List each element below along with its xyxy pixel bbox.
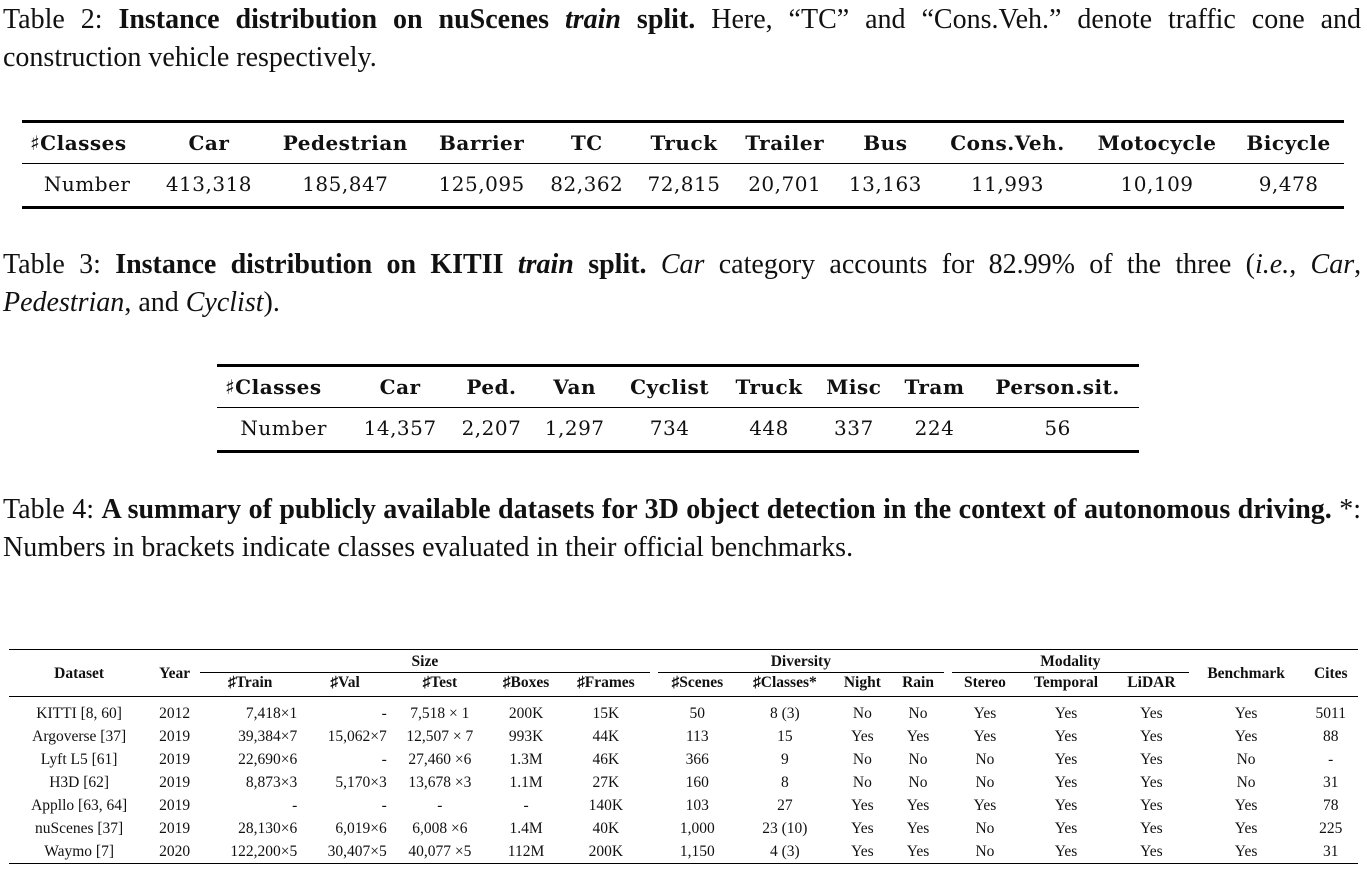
table2-header-row bbox=[22, 122, 1344, 164]
table-cell: 22,690×6 bbox=[238, 750, 298, 768]
table3-cell: 14,357 bbox=[363, 416, 437, 440]
table2-cell: 82,362 bbox=[550, 172, 624, 196]
table4-col-year: Year bbox=[159, 665, 191, 682]
table-cell: 122,200×5 bbox=[230, 842, 298, 860]
table4-sub-header: ♯Test bbox=[422, 674, 458, 691]
table-cell: 4 (3) bbox=[770, 842, 800, 860]
table2 bbox=[22, 120, 1344, 209]
table-cell: Yes bbox=[1234, 796, 1258, 814]
table2-cell: 125,095 bbox=[438, 172, 525, 196]
table-cell: 6,019×6 bbox=[335, 819, 387, 837]
table-cell: 44K bbox=[592, 727, 620, 745]
table2-header-cell: Bus bbox=[863, 131, 908, 155]
table-cell: 7,518 × 1 bbox=[410, 704, 470, 722]
table-cell: 140K bbox=[588, 796, 624, 814]
table4-sub-header: ♯Boxes bbox=[502, 674, 550, 691]
table3-cell: 56 bbox=[1044, 416, 1071, 440]
table-cell: Yes bbox=[973, 727, 997, 745]
table3-cell: Number bbox=[240, 416, 327, 440]
table3-cell: 734 bbox=[649, 416, 690, 440]
table3-caption-title: Instance distribution on KITII train split. bbox=[115, 249, 647, 280]
table4-gap bbox=[944, 650, 952, 697]
table-row bbox=[9, 748, 1358, 771]
table-cell: No bbox=[975, 773, 995, 791]
table-cell: - bbox=[381, 750, 387, 768]
table-cell: No bbox=[852, 773, 872, 791]
table4-gap bbox=[650, 794, 658, 817]
table4-col-dataset: Dataset bbox=[54, 665, 105, 682]
table-cell: Yes bbox=[973, 704, 997, 722]
table2-caption bbox=[3, 1, 1361, 77]
table2-header-cell: Cons.Veh. bbox=[950, 131, 1065, 155]
table3-caption-punct: , bbox=[1354, 249, 1362, 280]
table-cell: 9 bbox=[780, 750, 789, 768]
table-cell: No bbox=[908, 704, 928, 722]
table-cell: Yes bbox=[1234, 842, 1258, 860]
table4-caption bbox=[3, 491, 1361, 567]
table-cell: 8 (3) bbox=[770, 704, 800, 722]
table4-sub-header: Night bbox=[843, 674, 881, 691]
table4-gap bbox=[650, 840, 658, 864]
table3-header-cell: Van bbox=[553, 375, 596, 399]
table-cell: No bbox=[975, 750, 995, 768]
table4-sub-header: ♯Train bbox=[227, 674, 273, 691]
table4-sub-header: ♯Scenes bbox=[671, 674, 724, 691]
table4-gap bbox=[650, 697, 658, 726]
table4-sub-header: Rain bbox=[902, 674, 934, 691]
table-cell: 2019 bbox=[159, 773, 191, 791]
table-cell: 39,384×7 bbox=[238, 727, 298, 745]
table4-gap bbox=[944, 817, 952, 840]
table-cell: No bbox=[975, 819, 995, 837]
table-row bbox=[9, 697, 1358, 726]
table-cell: No bbox=[852, 704, 872, 722]
table4-sub-header: LiDAR bbox=[1127, 674, 1176, 691]
table-cell: Yes bbox=[906, 796, 930, 814]
table-cell: 2019 bbox=[159, 727, 191, 745]
table-cell: 2020 bbox=[159, 842, 191, 860]
table4-sub-header: Temporal bbox=[1034, 674, 1099, 691]
table3-caption-ped: Pedestrian bbox=[3, 287, 125, 318]
table-cell: 12,507 × 7 bbox=[406, 727, 474, 745]
table3-cell: 224 bbox=[914, 416, 955, 440]
table2-header-cell: Trailer bbox=[745, 131, 825, 155]
table4-gap bbox=[944, 748, 952, 771]
table-cell: Yes bbox=[1234, 819, 1258, 837]
table-cell: 28,130×6 bbox=[238, 819, 298, 837]
table2-header-cell: Truck bbox=[650, 131, 718, 155]
table3 bbox=[217, 364, 1139, 453]
table-cell: 2019 bbox=[159, 750, 191, 768]
table2-cell: 72,815 bbox=[647, 172, 721, 196]
table4-gap bbox=[944, 840, 952, 864]
table3-header-row bbox=[217, 366, 1139, 408]
table-cell: 13,678 ×3 bbox=[408, 773, 472, 791]
table-cell: Yes bbox=[1140, 773, 1163, 791]
table4-gap bbox=[650, 748, 658, 771]
table-cell: 30,407×5 bbox=[327, 842, 387, 860]
table-cell: 2012 bbox=[159, 704, 191, 722]
table-cell: 1.1M bbox=[509, 773, 543, 791]
table4-gap bbox=[650, 771, 658, 794]
dataset-name-cell: KITTI [8, 60] bbox=[36, 704, 122, 722]
table3-header-cell: Tram bbox=[904, 375, 965, 399]
table-cell: No bbox=[975, 842, 995, 860]
table-row bbox=[9, 840, 1358, 864]
table-cell: 113 bbox=[685, 727, 709, 745]
table3-caption-text: category accounts for 82.99% of the three ( bbox=[718, 249, 1255, 280]
table3-header-cell: Ped. bbox=[466, 375, 517, 399]
dataset-name-cell: Lyft L5 [61] bbox=[40, 750, 118, 768]
table-cell: 200K bbox=[508, 704, 544, 722]
table2-cell: 185,847 bbox=[302, 172, 389, 196]
table-cell: 23 (10) bbox=[762, 819, 808, 837]
table-cell: Yes bbox=[973, 796, 997, 814]
table-cell: No bbox=[852, 750, 872, 768]
table4-group-modality: Modality bbox=[952, 650, 1189, 673]
table2-header-cell: Car bbox=[188, 131, 230, 155]
table4-gap bbox=[944, 697, 952, 726]
table-cell: - bbox=[1328, 750, 1334, 768]
table4-caption-text: *: Numbers in brackets indicate classes evaluated in their official benchmarks. bbox=[3, 494, 1362, 563]
table-cell: Yes bbox=[1054, 773, 1078, 791]
table4-caption-title: A summary of publicly available datasets for 3D object detection in the context of autonomous driving. bbox=[101, 494, 1332, 525]
table3-row bbox=[217, 408, 1139, 452]
table-cell: 5011 bbox=[1315, 704, 1346, 722]
table3-header-cell: Cyclist bbox=[630, 375, 710, 399]
table-cell: 50 bbox=[689, 704, 706, 722]
table3-caption-car: Car bbox=[660, 249, 705, 280]
table4-group-size: Size bbox=[200, 650, 650, 673]
table-cell: 1,150 bbox=[679, 842, 715, 860]
table-cell: Yes bbox=[1140, 796, 1163, 814]
table3-cell: 337 bbox=[834, 416, 874, 440]
table2-cell: 413,318 bbox=[165, 172, 253, 196]
table-cell: 2019 bbox=[159, 796, 191, 814]
table-cell: 7,418×1 bbox=[245, 704, 298, 722]
table-cell: 1.3M bbox=[509, 750, 543, 768]
table2-cell: Number bbox=[43, 172, 131, 196]
table3-caption-car2: Car bbox=[1310, 249, 1355, 280]
table4-gap bbox=[650, 650, 658, 697]
table2-cell: 9,478 bbox=[1258, 172, 1319, 196]
table-cell: 1,000 bbox=[679, 819, 715, 837]
table2-cell: 20,701 bbox=[748, 172, 822, 196]
dataset-name-cell: Argoverse [37] bbox=[32, 727, 127, 745]
table2-caption-label: Table 2: bbox=[3, 4, 103, 35]
table4-sub-header: ♯Frames bbox=[577, 674, 635, 691]
table-cell: 15 bbox=[777, 727, 793, 745]
table3-cell: 2,207 bbox=[461, 416, 522, 440]
table3-caption-end: ). bbox=[263, 287, 280, 318]
table-cell: Yes bbox=[851, 727, 874, 745]
table-cell: Yes bbox=[1054, 750, 1078, 768]
table3-cell: 448 bbox=[749, 416, 789, 440]
table4-gap bbox=[650, 725, 658, 748]
table2-header-cell: ♯Classes bbox=[30, 131, 127, 155]
table4-gap bbox=[944, 725, 952, 748]
table-cell: Yes bbox=[1054, 842, 1078, 860]
table3-caption bbox=[3, 246, 1361, 322]
table-cell: 112M bbox=[507, 842, 545, 860]
table4-col-cites: Cites bbox=[1313, 665, 1348, 682]
table-row bbox=[9, 817, 1358, 840]
table-cell: Yes bbox=[1140, 819, 1163, 837]
table2-header-cell: Barrier bbox=[439, 131, 525, 155]
table3-caption-cyc: Cyclist bbox=[185, 287, 264, 318]
table-cell: Yes bbox=[1054, 727, 1078, 745]
table-cell: - bbox=[381, 704, 387, 722]
dataset-name-cell: Appllo [63, 64] bbox=[31, 796, 128, 814]
table-cell: 15,062×7 bbox=[327, 727, 387, 745]
table3-cell: 1,297 bbox=[544, 416, 605, 440]
table4-group-diversity: Diversity bbox=[658, 650, 944, 673]
table-cell: Yes bbox=[906, 842, 930, 860]
table4-sub-header: ♯Classes* bbox=[753, 674, 817, 691]
table4-sub-header: ♯Val bbox=[330, 674, 360, 691]
table-cell: Yes bbox=[1140, 750, 1163, 768]
table-cell: 27,460 ×6 bbox=[408, 750, 472, 768]
table3-header-cell: Truck bbox=[735, 375, 803, 399]
dataset-name-cell: Waymo [7] bbox=[44, 842, 114, 860]
table4-gap bbox=[650, 817, 658, 840]
table-cell: Yes bbox=[1140, 727, 1163, 745]
table-cell: Yes bbox=[1054, 796, 1078, 814]
table-cell: 15K bbox=[592, 704, 620, 722]
table4-gap bbox=[944, 771, 952, 794]
table-cell: 8 bbox=[780, 773, 789, 791]
table4-group-header-row bbox=[9, 650, 1358, 673]
table-cell: 78 bbox=[1322, 796, 1339, 814]
table-cell: Yes bbox=[851, 819, 874, 837]
table-cell: Yes bbox=[1140, 704, 1163, 722]
table2-row bbox=[22, 164, 1344, 208]
table-cell: Yes bbox=[851, 842, 874, 860]
table-cell: 1.4M bbox=[509, 819, 543, 837]
table-cell: - bbox=[523, 796, 529, 814]
table-cell: No bbox=[1236, 773, 1256, 791]
table2-cell: 11,993 bbox=[970, 172, 1044, 196]
table3-header-cell: Misc bbox=[826, 375, 882, 399]
table-cell: 6,008 ×6 bbox=[412, 819, 468, 837]
table4-sub-header: Stereo bbox=[964, 674, 1006, 691]
table-cell: 225 bbox=[1319, 819, 1343, 837]
table-cell: 40,077 ×5 bbox=[408, 842, 472, 860]
table2-header-cell: Pedestrian bbox=[282, 131, 408, 155]
table-cell: Yes bbox=[906, 819, 930, 837]
table3-caption-punct: , bbox=[1289, 249, 1297, 280]
table-cell: 46K bbox=[592, 750, 620, 768]
table-cell: Yes bbox=[1234, 727, 1258, 745]
table-cell: 27K bbox=[592, 773, 620, 791]
table-cell: 40K bbox=[592, 819, 620, 837]
table-cell: 993K bbox=[508, 727, 544, 745]
table-cell: 27 bbox=[777, 796, 793, 814]
table-cell: 88 bbox=[1322, 727, 1339, 745]
dataset-name-cell: nuScenes [37] bbox=[34, 819, 124, 837]
table3-caption-ie: i.e. bbox=[1254, 249, 1290, 280]
table2-cell: 10,109 bbox=[1120, 172, 1194, 196]
table-cell: 366 bbox=[685, 750, 709, 768]
table-cell: Yes bbox=[1054, 704, 1078, 722]
table-cell: Yes bbox=[1054, 819, 1078, 837]
table-cell: 5,170×3 bbox=[335, 773, 387, 791]
table-row bbox=[9, 725, 1358, 748]
table-cell: 103 bbox=[685, 796, 709, 814]
table4-sub-header-row bbox=[9, 673, 1358, 697]
table-cell: 200K bbox=[588, 842, 624, 860]
table4 bbox=[9, 649, 1358, 864]
table2-header-cell: TC bbox=[570, 131, 603, 155]
table3-header-cell: Car bbox=[379, 375, 421, 399]
table-cell: No bbox=[1236, 750, 1256, 768]
table-cell: Yes bbox=[1140, 842, 1163, 860]
table-cell: Yes bbox=[851, 796, 874, 814]
table-cell: - bbox=[381, 796, 387, 814]
table2-header-cell: Motocycle bbox=[1097, 131, 1217, 155]
table-cell: 8,873×3 bbox=[245, 773, 298, 791]
table-cell: No bbox=[908, 750, 928, 768]
table-cell: 160 bbox=[685, 773, 709, 791]
table-cell: 2019 bbox=[159, 819, 191, 837]
table3-caption-label: Table 3: bbox=[3, 249, 101, 280]
table-cell: - bbox=[437, 796, 443, 814]
table4-caption-label: Table 4: bbox=[3, 494, 95, 525]
table2-cell: 13,163 bbox=[848, 172, 922, 196]
table3-header-cell: ♯Classes bbox=[225, 375, 322, 399]
table-row bbox=[9, 771, 1358, 794]
table-cell: 31 bbox=[1322, 773, 1339, 791]
table-cell: No bbox=[908, 773, 928, 791]
table-cell: - bbox=[292, 796, 298, 814]
dataset-name-cell: H3D [62] bbox=[49, 773, 110, 791]
table-cell: Yes bbox=[906, 727, 930, 745]
table2-header-cell: Bicycle bbox=[1246, 131, 1331, 155]
table4-gap bbox=[944, 794, 952, 817]
table3-header-cell: Person.sit. bbox=[995, 375, 1120, 399]
table4-col-benchmark: Benchmark bbox=[1207, 665, 1285, 682]
table2-caption-text: Here, “TC” and “Cons.Veh.” denote traffic cone and construction vehicle respectively. bbox=[3, 4, 1362, 73]
table-cell: Yes bbox=[1234, 704, 1258, 722]
table-row bbox=[9, 794, 1358, 817]
table3-caption-and: , and bbox=[124, 287, 179, 318]
table2-caption-title: Instance distribution on nuScenes train split. bbox=[118, 4, 696, 35]
table-cell: 31 bbox=[1322, 842, 1339, 860]
